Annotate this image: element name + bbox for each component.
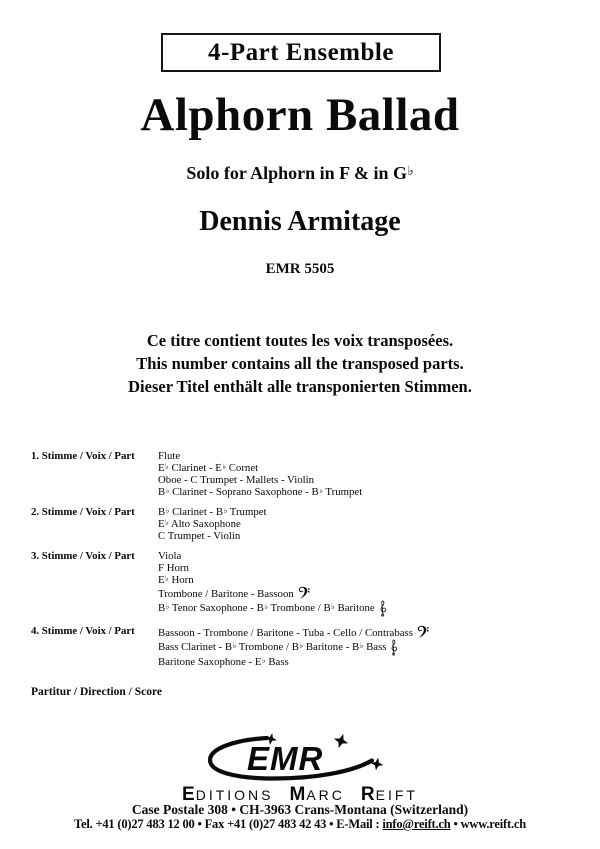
part-group: [31, 550, 584, 617]
flat-icon: ♭: [165, 573, 169, 583]
part-label: 3. Stimme / Voix / Part: [31, 550, 135, 562]
bass-clef-icon: [298, 586, 310, 599]
composer-name: Dennis Armitage: [199, 206, 401, 237]
publisher-name-initial: M: [289, 784, 307, 805]
flat-icon: ♭: [165, 517, 169, 527]
instrument-line: Baritone Saxophone - E♭ Bass: [158, 655, 289, 668]
publisher-website: www.reift.ch: [460, 817, 526, 831]
flat-icon: ♭: [165, 505, 170, 515]
publisher-contact: [0, 817, 600, 832]
instrument-line: Bassoon - Trombone / Baritone - Tuba - Cello / Contrabass: [158, 625, 429, 639]
part-group: [31, 506, 584, 542]
transposition-notice: [0, 329, 600, 398]
flat-icon: ♭: [165, 461, 169, 471]
part-label: 4. Stimme / Voix / Part: [31, 625, 135, 637]
instrument-line: Viola: [158, 550, 182, 562]
flat-icon: ♭: [223, 505, 228, 515]
publisher-name-word: REIFT: [360, 784, 418, 805]
instrument-line: F Horn: [158, 562, 189, 574]
flat-icon: ♭: [232, 640, 237, 650]
email-link[interactable]: info@reift.ch: [382, 817, 451, 831]
part-instruments: [158, 550, 388, 617]
logo-star-icon: [332, 733, 351, 750]
part-label: 1. Stimme / Voix / Part: [31, 450, 135, 462]
flat-icon: ♭: [264, 601, 268, 611]
instrument-line: B♭ Clarinet - B♭ Trumpet: [158, 505, 267, 518]
publisher-name-initial: E: [182, 784, 196, 805]
instrument-line: B♭ Tenor Saxophone - B♭ Trombone / B♭ Baritone: [158, 600, 388, 617]
flat-icon: ♭: [359, 640, 364, 650]
part-group: [31, 625, 584, 668]
instrument-line: Oboe - C Trumpet - Mallets - Violin: [158, 474, 315, 486]
publisher-logo-wrap: [0, 733, 600, 783]
treble-clef-icon: [390, 639, 399, 656]
svg-text:EMR: EMR: [247, 740, 324, 777]
ensemble-type-box: [161, 33, 441, 72]
part-group: [31, 450, 584, 498]
flat-icon: ♭: [222, 461, 227, 471]
instrument-line: Bass Clarinet - B♭ Trombone / B♭ Baritone - B♭ Bass: [158, 639, 429, 656]
instrument-line: E♭ Alto Saxophone: [158, 517, 241, 530]
part-instruments: [158, 450, 362, 498]
flat-icon: ♭: [319, 485, 323, 495]
emr-logo: [205, 733, 395, 783]
part-instruments: [158, 625, 429, 668]
publisher-phone-fax: Tel. +41 (0)27 483 12 00 • Fax +41 (0)27 483 42 43 • E-Mail :: [73, 817, 383, 831]
piece-subtitle: Solo for Alphorn in F & in G♭: [186, 163, 414, 183]
bass-clef-icon: [417, 625, 429, 638]
notice-line-en: This number contains all the transposed parts.: [136, 354, 464, 373]
piece-title: Alphorn Ballad: [140, 89, 460, 141]
instrument-line: E♭ Clarinet - E♭ Cornet: [158, 461, 259, 474]
flat-icon: ♭: [261, 655, 266, 665]
instrument-line: Trombone / Baritone - Bassoon: [158, 586, 388, 600]
treble-clef-icon: [379, 600, 388, 617]
flat-icon: ♭: [165, 601, 170, 611]
notice-line-fr: Ce titre contient toutes les voix transposées.: [146, 331, 454, 350]
publisher-name-word: MARC: [289, 784, 345, 805]
contact-separator: •: [450, 817, 461, 831]
score-label: Partitur / Direction / Score: [31, 686, 162, 698]
flat-icon: ♭: [407, 163, 414, 179]
instrument-line: Flute: [158, 450, 181, 462]
instrument-line: C Trumpet - Violin: [158, 530, 241, 542]
flat-icon: ♭: [331, 601, 335, 611]
publisher-name-word: EDITIONS: [182, 784, 274, 805]
part-instruments: [158, 506, 267, 542]
notice-line-de: Dieser Titel enthält alle transponierten Stimmen.: [128, 377, 472, 396]
flat-icon: ♭: [165, 485, 170, 495]
publisher-name-initial: R: [360, 784, 376, 805]
publisher-address: Case Postale 308 • CH-3963 Crans-Montana (Switzerland): [131, 802, 469, 817]
part-label: 2. Stimme / Voix / Part: [31, 506, 135, 518]
instrument-line: E♭ Horn: [158, 573, 194, 586]
catalog-number: EMR 5505: [265, 261, 335, 277]
instrument-line: B♭ Clarinet - Soprano Saxophone - B♭ Trumpet: [158, 485, 363, 498]
ensemble-type-label: 4-Part Ensemble: [208, 38, 394, 66]
parts-list: [31, 450, 584, 676]
flat-icon: ♭: [299, 640, 304, 650]
